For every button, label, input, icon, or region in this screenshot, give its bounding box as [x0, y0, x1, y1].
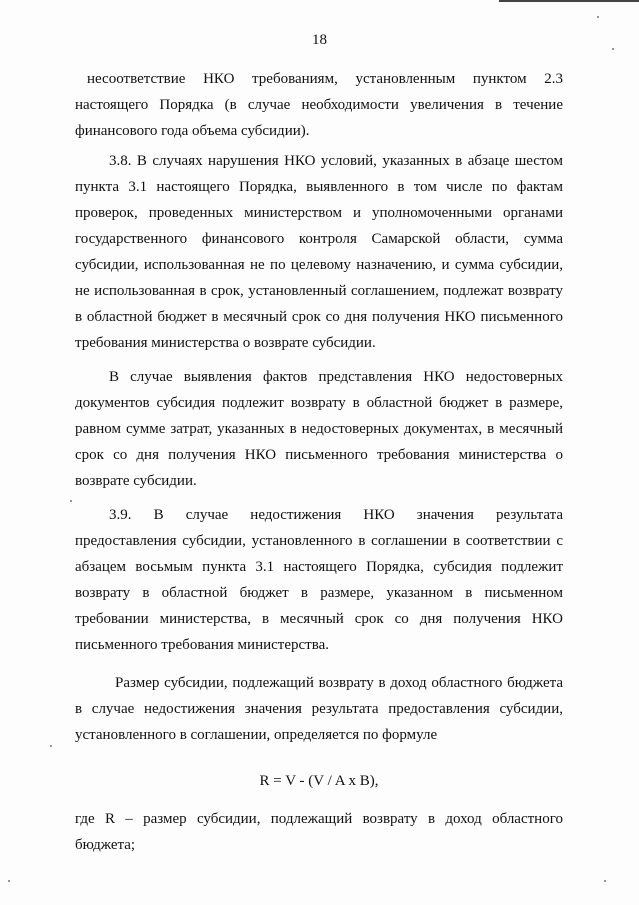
text-line: требовании министерства, в месячный срок со дня получения НКО — [75, 611, 563, 627]
text-line: пункта 3.1 настоящего Порядка, выявленного в том числе по фактам — [75, 179, 563, 195]
text-line: финансового года объема субсидии). — [75, 123, 310, 139]
text-line: не использованная в срок, установленный соглашением, подлежат возврату — [75, 283, 563, 299]
text-line: в областной бюджет в месячный срок со дня получения НКО письменного — [75, 309, 563, 325]
text-line: письменного требования министерства. — [75, 637, 330, 653]
text-line: В случае выявления фактов представления НКО недостоверных — [109, 369, 563, 385]
formula-text: R = V - (V / A x B), — [259, 773, 379, 789]
scan-edge-mark — [499, 0, 639, 2]
paragraph-3-8 — [75, 148, 563, 356]
text-line: проверок, проведенных министерством и уполномоченными органами — [75, 205, 563, 221]
formula — [75, 768, 563, 794]
text-line: документов субсидия подлежит возврату в областной бюджет в размере, — [75, 395, 563, 411]
text-line: в случае недостижения значения результата предоставления субсидии, — [75, 701, 563, 717]
text-line: равном сумме затрат, указанных в недостоверных документах, в месячный — [75, 421, 563, 437]
text-line: субсидии, использованная не по целевому назначению, и сумма субсидии, — [75, 257, 563, 273]
text-line: абзацем восьмым пункта 3.1 настоящего Порядка, субсидия подлежит — [75, 559, 563, 575]
text-line: 3.8. В случаях нарушения НКО условий, указанных в абзаце шестом — [109, 153, 563, 169]
text-line: срок со дня получения НКО письменного требования министерства о — [75, 447, 563, 463]
page-number: 18 — [312, 32, 327, 48]
formula-definition — [75, 806, 563, 858]
text-line: Размер субсидии, подлежащий возврату в доход областного бюджета — [115, 675, 563, 691]
scan-speck — [604, 880, 606, 882]
scan-speck — [8, 880, 10, 882]
text-line: где R – размер субсидии, подлежащий возврату в доход областного — [75, 811, 563, 827]
document-body — [75, 66, 563, 858]
scan-speck — [612, 48, 614, 50]
text-line: возврату в областной бюджет в размере, указанном в письменном — [75, 585, 563, 601]
text-line: требования министерства о возврате субсидии. — [75, 335, 376, 351]
text-line: установленного в соглашении, определяется по формуле — [75, 727, 438, 743]
text-line: возврате субсидии. — [75, 473, 197, 489]
text-line: предоставления субсидии, установленного в соглашении в соответствии с — [75, 533, 563, 549]
text-line: 3.9. В случае недостижения НКО значения результата — [109, 507, 563, 523]
scan-speck — [70, 500, 72, 502]
paragraph-refund-size — [75, 670, 563, 748]
paragraph-false-documents — [75, 364, 563, 494]
text-line: бюджета; — [75, 837, 136, 853]
text-line: настоящего Порядка (в случае необходимости увеличения в течение — [75, 97, 563, 113]
text-line: несоответствие НКО требованиям, установленным пунктом 2.3 — [87, 71, 563, 87]
paragraph-continuation — [75, 66, 563, 144]
scan-speck — [50, 745, 52, 747]
scan-speck — [597, 16, 599, 18]
text-line: государственного финансового контроля Самарской области, сумма — [75, 231, 563, 247]
paragraph-3-9 — [75, 502, 563, 658]
